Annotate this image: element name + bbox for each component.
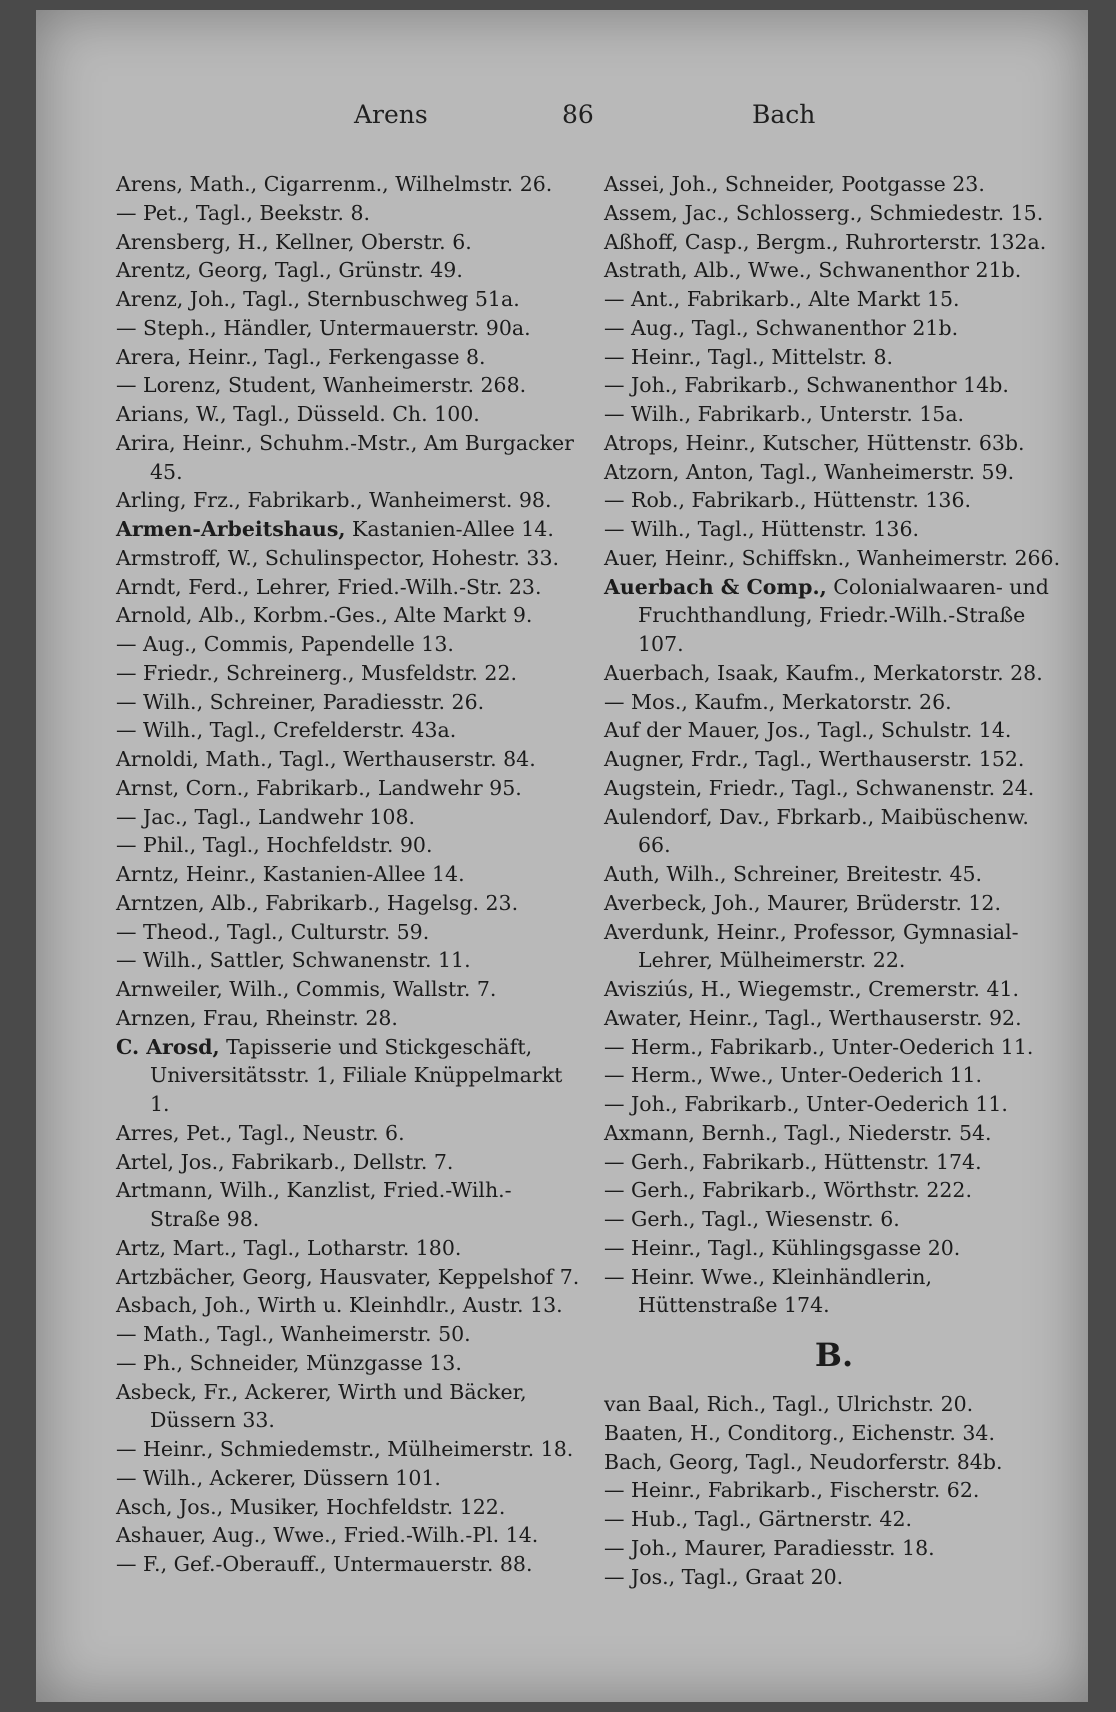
directory-page — [36, 10, 1088, 1702]
entry-firm-name: Auerbach & Comp., — [604, 574, 827, 599]
directory-entry: — Gerh., Tagl., Wiesenstr. 6. — [604, 1205, 1064, 1234]
directory-entry: Aulendorf, Dav., Fbrkarb., Maibüschenw. 66. — [604, 804, 1029, 858]
directory-entry: — Gerh., Fabrikarb., Wörthstr. 222. — [604, 1176, 1064, 1205]
directory-entry: Bach, Georg, Tagl., Neudorferstr. 84b. — [604, 1449, 1003, 1474]
directory-entry: — Joh., Maurer, Paradiesstr. 18. — [604, 1534, 1064, 1563]
directory-entry: — Theod., Tagl., Culturstr. 59. — [116, 918, 580, 947]
directory-entry: — Heinr., Fabrikarb., Fischerstr. 62. — [604, 1476, 1064, 1505]
directory-entry: Arnst, Corn., Fabrikarb., Landwehr 95. — [116, 775, 522, 800]
directory-entry: — Wilh., Tagl., Hüttenstr. 136. — [604, 515, 1064, 544]
directory-entry: Arntz, Heinr., Kastanien-Allee 14. — [116, 862, 465, 886]
directory-entry: — Ph., Schneider, Münzgasse 13. — [116, 1349, 580, 1378]
right-column — [604, 170, 1064, 1591]
directory-entry: Auf der Mauer, Jos., Tagl., Schulstr. 14. — [604, 718, 1012, 743]
entry-firm-name: Armen-Arbeitshaus, — [116, 517, 346, 541]
entry-details: Tapisserie und Stickgeschäft, Universitätsstr. 1, Filiale Knüppelmarkt 1. — [150, 1034, 563, 1116]
directory-entry: — Mos., Kaufm., Merkatorstr. 26. — [604, 688, 1064, 717]
directory-entry: — Joh., Fabrikarb., Schwanenthor 14b. — [604, 371, 1064, 400]
directory-entry: — Wilh., Ackerer, Düssern 101. — [116, 1464, 580, 1493]
entry-firm-name: C. Arosd, — [116, 1034, 220, 1059]
directory-entry: Aßhoff, Casp., Bergm., Ruhrorterstr. 132a. — [604, 229, 1047, 254]
directory-entry — [116, 1033, 580, 1119]
left-column — [116, 170, 580, 1579]
directory-entry: Arnweiler, Wilh., Commis, Wallstr. 7. — [116, 977, 497, 1001]
directory-entry: — Wilh., Tagl., Crefelderstr. 43a. — [116, 716, 580, 745]
directory-entry: Arnoldi, Math., Tagl., Werthauserstr. 84. — [116, 747, 536, 771]
directory-entry: — Heinr., Schmiedemstr., Mülheimerstr. 18. — [116, 1435, 580, 1464]
directory-entry: Auerbach, Isaak, Kaufm., Merkatorstr. 28. — [604, 660, 1043, 685]
header-left: Arens — [354, 100, 428, 129]
directory-entry: van Baal, Rich., Tagl., Ulrichstr. 20. — [604, 1392, 974, 1416]
directory-entry: — Lorenz, Student, Wanheimerstr. 268. — [116, 371, 580, 400]
entry-details: Kastanien-Allee 14. — [345, 517, 554, 541]
directory-entry: — Math., Tagl., Wanheimerstr. 50. — [116, 1320, 580, 1349]
directory-entry: Arndt, Ferd., Lehrer, Fried.-Wilh.-Str. 23. — [116, 574, 542, 599]
directory-entry: Armstroff, W., Schulinspector, Hohestr. 33. — [116, 545, 560, 570]
directory-entry: Atrops, Heinr., Kutscher, Hüttenstr. 63b. — [604, 430, 1025, 455]
directory-entry: Arntzen, Alb., Fabrikarb., Hagelsg. 23. — [116, 890, 519, 915]
directory-entry: Assei, Joh., Schneider, Pootgasse 23. — [604, 172, 985, 196]
directory-entry: Averbeck, Joh., Maurer, Brüderstr. 12. — [604, 890, 1001, 915]
directory-entry: Axmann, Bernh., Tagl., Niederstr. 54. — [604, 1120, 992, 1145]
directory-entry: — Pet., Tagl., Beekstr. 8. — [116, 199, 580, 228]
directory-entry: Asch, Jos., Musiker, Hochfeldstr. 122. — [116, 1494, 506, 1519]
directory-entry: Artzbächer, Georg, Hausvater, Keppelshof 7. — [116, 1264, 580, 1289]
directory-entry: Augstein, Friedr., Tagl., Schwanenstr. 24. — [604, 775, 1035, 800]
directory-entry: — Heinr., Tagl., Kühlingsgasse 20. — [604, 1234, 1064, 1263]
directory-entry: — Herm., Fabrikarb., Unter-Oederich 11. — [604, 1033, 1064, 1062]
directory-entry: Awater, Heinr., Tagl., Werthauserstr. 92. — [604, 1005, 1022, 1030]
directory-entry: Avisziús, H., Wiegemstr., Cremerstr. 41. — [604, 977, 1020, 1001]
directory-entry: Arensberg, H., Kellner, Oberstr. 6. — [116, 229, 472, 254]
directory-entry: — Ant., Fabrikarb., Alte Markt 15. — [604, 285, 1064, 314]
entry-details: Colonialwaaren- und Fruchthandlung, Friedr.-Wilh.-Straße 107. — [638, 574, 1049, 656]
directory-entry: — Jos., Tagl., Graat 20. — [604, 1563, 1064, 1592]
directory-entry: Averdunk, Heinr., Professor, Gymnasial-Lehrer, Mülheimerstr. 22. — [604, 919, 1019, 973]
directory-entry: — F., Gef.-Oberauff., Untermauerstr. 88. — [116, 1550, 580, 1579]
header-right: Bach — [752, 100, 816, 129]
directory-entry: Arenz, Joh., Tagl., Sternbuschweg 51a. — [116, 287, 520, 311]
directory-entry: Artel, Jos., Fabrikarb., Dellstr. 7. — [116, 1149, 454, 1174]
directory-entry: — Steph., Händler, Untermauerstr. 90a. — [116, 314, 580, 343]
directory-entry: — Jac., Tagl., Landwehr 108. — [116, 803, 580, 832]
directory-entry: — Wilh., Fabrikarb., Unterstr. 15a. — [604, 400, 1064, 429]
page-header — [36, 100, 1088, 140]
directory-entry: Arres, Pet., Tagl., Neustr. 6. — [116, 1120, 405, 1145]
directory-entry: — Herm., Wwe., Unter-Oederich 11. — [604, 1061, 1064, 1090]
directory-entry: Auer, Heinr., Schiffskn., Wanheimerstr. 266. — [604, 545, 1061, 570]
directory-entry: — Rob., Fabrikarb., Hüttenstr. 136. — [604, 486, 1064, 515]
directory-entry: Arentz, Georg, Tagl., Grünstr. 49. — [116, 258, 463, 283]
directory-entry — [604, 573, 1064, 659]
directory-entry: Baaten, H., Conditorg., Eichenstr. 34. — [604, 1420, 995, 1445]
directory-entry: Arera, Heinr., Tagl., Ferkengasse 8. — [116, 344, 486, 369]
directory-entry: Arira, Heinr., Schuhm.-Mstr., Am Burgacker 45. — [116, 430, 574, 484]
directory-entry: — Hub., Tagl., Gärtnerstr. 42. — [604, 1505, 1064, 1534]
directory-entry: Ashauer, Aug., Wwe., Fried.-Wilh.-Pl. 14. — [116, 1523, 539, 1548]
directory-entry: — Wilh., Schreiner, Paradiesstr. 26. — [116, 688, 580, 717]
directory-entry: Atzorn, Anton, Tagl., Wanheimerstr. 59. — [604, 459, 1015, 484]
directory-entry: Arens, Math., Cigarrenm., Wilhelmstr. 26. — [116, 172, 553, 196]
directory-entry: Arling, Frz., Fabrikarb., Wanheimerst. 98. — [116, 488, 552, 513]
directory-entry: — Wilh., Sattler, Schwanenstr. 11. — [116, 946, 580, 975]
directory-entry: Auth, Wilh., Schreiner, Breitestr. 45. — [604, 862, 983, 886]
directory-entry — [116, 515, 580, 544]
directory-entry: — Gerh., Fabrikarb., Hüttenstr. 174. — [604, 1148, 1064, 1177]
directory-entry: Asbach, Joh., Wirth u. Kleinhdlr., Austr. 13. — [116, 1293, 563, 1318]
directory-entry: — Joh., Fabrikarb., Unter-Oederich 11. — [604, 1090, 1064, 1119]
directory-entry: Augner, Frdr., Tagl., Werthauserstr. 152. — [604, 747, 1025, 771]
directory-entry: Arnold, Alb., Korbm.-Ges., Alte Markt 9. — [116, 603, 533, 628]
directory-entry: — Friedr., Schreinerg., Musfeldstr. 22. — [116, 659, 580, 688]
directory-entry: Assem, Jac., Schlosserg., Schmiedestr. 15. — [604, 200, 1044, 225]
page-number: 86 — [562, 100, 594, 129]
directory-entry: Arnzen, Frau, Rheinstr. 28. — [116, 1005, 398, 1030]
directory-entry: Arians, W., Tagl., Düsseld. Ch. 100. — [116, 402, 480, 426]
directory-entry: — Aug., Tagl., Schwanenthor 21b. — [604, 314, 1064, 343]
directory-entry: Astrath, Alb., Wwe., Schwanenthor 21b. — [604, 258, 1022, 283]
directory-entry: — Aug., Commis, Papendelle 13. — [116, 630, 580, 659]
directory-entry: — Heinr. Wwe., Kleinhändlerin, Hüttenstraße 174. — [604, 1263, 1064, 1321]
directory-entry: — Heinr., Tagl., Mittelstr. 8. — [604, 343, 1064, 372]
section-heading: B. — [814, 1336, 854, 1374]
directory-entry: — Phil., Tagl., Hochfeldstr. 90. — [116, 831, 580, 860]
directory-entry: Asbeck, Fr., Ackerer, Wirth und Bäcker, Düssern 33. — [116, 1379, 527, 1433]
directory-entry: Artmann, Wilh., Kanzlist, Fried.-Wilh.-Straße 98. — [116, 1178, 512, 1231]
directory-entry: Artz, Mart., Tagl., Lotharstr. 180. — [116, 1235, 462, 1260]
